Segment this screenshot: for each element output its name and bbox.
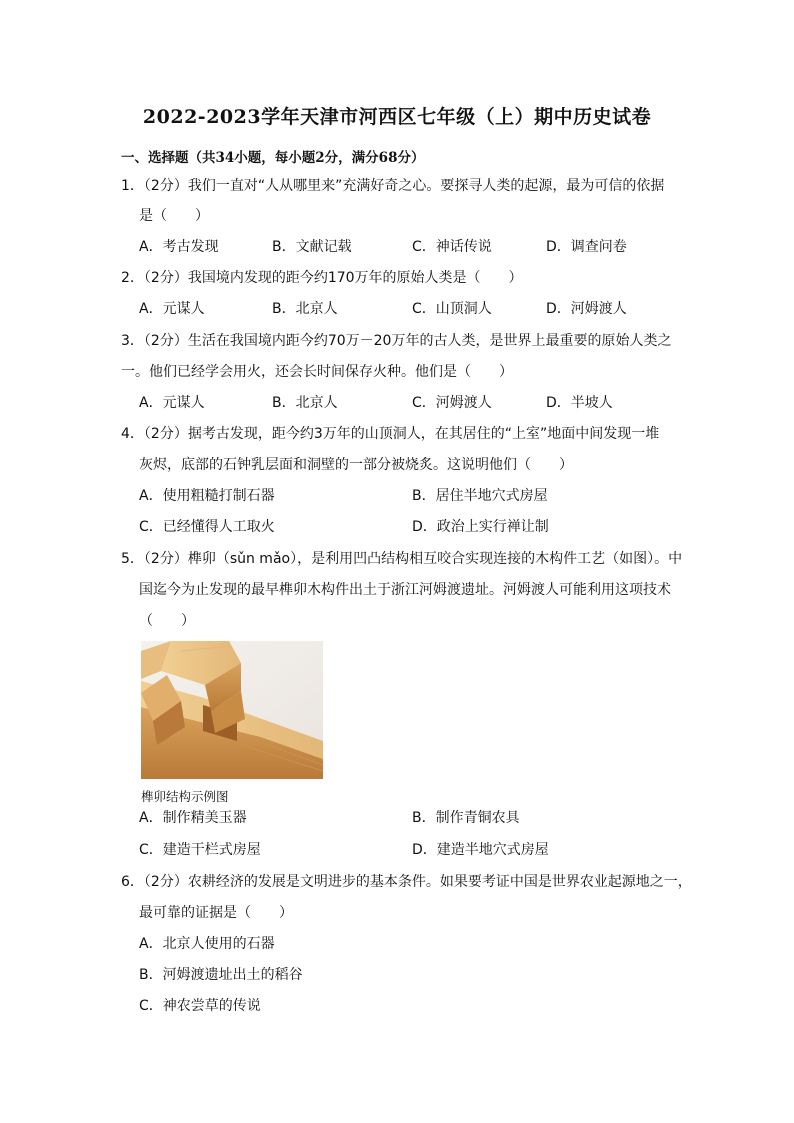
question-5-option-c: C．建造干栏式房屋 <box>139 842 261 858</box>
question-5-text-cont-2: （ ） <box>139 613 195 629</box>
question-5-option-d: D．建造半地穴式房屋 <box>412 842 549 858</box>
mortise-tenon-illustration <box>141 641 323 779</box>
question-2-option-d: D．河姆渡人 <box>546 301 627 317</box>
mortise-tenon-figure <box>141 641 323 779</box>
question-4-option-a: A．使用粗糙打制石器 <box>139 488 275 504</box>
question-2-option-c: C．山顶洞人 <box>412 301 492 317</box>
question-2-option-b: B．北京人 <box>272 301 338 317</box>
question-4-text: 4．（2分）据考古发现，距今约3万年的山顶洞人，在其居住的“上室”地面中间发现一堆 <box>121 426 660 442</box>
question-5-text: 5．（2分）榫卯（sǔn mǎo），是利用凹凸结构相互咬合实现连接的木构件工艺（如图）。中 <box>121 551 683 567</box>
page-title: 2022-2023学年天津市河西区七年级（上）期中历史试卷 <box>142 106 652 128</box>
figure-caption: 榫卯结构示例图 <box>141 789 229 804</box>
question-3-option-b: B．北京人 <box>272 395 338 411</box>
question-4-option-b: B．居住半地穴式房屋 <box>412 488 548 504</box>
question-6-text-cont: 最可靠的证据是（ ） <box>139 905 293 921</box>
question-4-text-cont: 灰烬，底部的石钟乳层面和洞壁的一部分被烧炙。这说明他们（ ） <box>139 457 573 473</box>
question-4-option-c: C．已经懂得人工取火 <box>139 519 275 535</box>
question-6-option-a: A．北京人使用的石器 <box>139 936 275 952</box>
question-2-text: 2．（2分）我国境内发现的距今约170万年的原始人类是（ ） <box>121 270 523 286</box>
question-3-text: 3．（2分）生活在我国境内距今约70万－20万年的古人类，是世界上最重要的原始人类之 <box>121 333 672 349</box>
question-1-option-c: C．神话传说 <box>412 239 492 255</box>
question-6-option-b: B．河姆渡遗址出土的稻谷 <box>139 967 303 983</box>
section-heading: 一、选择题（共34小题，每小题2分，满分68分） <box>121 150 425 166</box>
question-4-option-d: D．政治上实行禅让制 <box>412 519 549 535</box>
question-1-option-a: A．考古发现 <box>139 239 219 255</box>
question-5-option-b: B．制作青铜农具 <box>412 810 520 826</box>
question-3-option-d: D．半坡人 <box>546 395 613 411</box>
question-6-option-c: C．神农尝草的传说 <box>139 998 261 1014</box>
question-5-text-cont: 国迄今为止发现的最早榫卯木构件出土于浙江河姆渡遗址。河姆渡人可能利用这项技术 <box>139 582 671 598</box>
question-6-text: 6．（2分）农耕经济的发展是文明进步的基本条件。如果要考证中国是世界农业起源地之一， <box>121 874 692 890</box>
question-5-option-a: A．制作精美玉器 <box>139 810 247 826</box>
question-3-option-a: A．元谋人 <box>139 395 205 411</box>
question-1-text: 1．（2分）我们一直对“人从哪里来”充满好奇之心。要探寻人类的起源，最为可信的依据 <box>121 178 665 194</box>
question-2-option-a: A．元谋人 <box>139 301 205 317</box>
question-1-option-b: B．文献记载 <box>272 239 352 255</box>
question-1-text-cont: 是（ ） <box>139 208 209 224</box>
question-1-option-d: D．调查问卷 <box>546 239 627 255</box>
question-3-option-c: C．河姆渡人 <box>412 395 492 411</box>
question-3-text-cont: 一。他们已经学会用火，还会长时间保存火种。他们是（ ） <box>121 364 513 380</box>
